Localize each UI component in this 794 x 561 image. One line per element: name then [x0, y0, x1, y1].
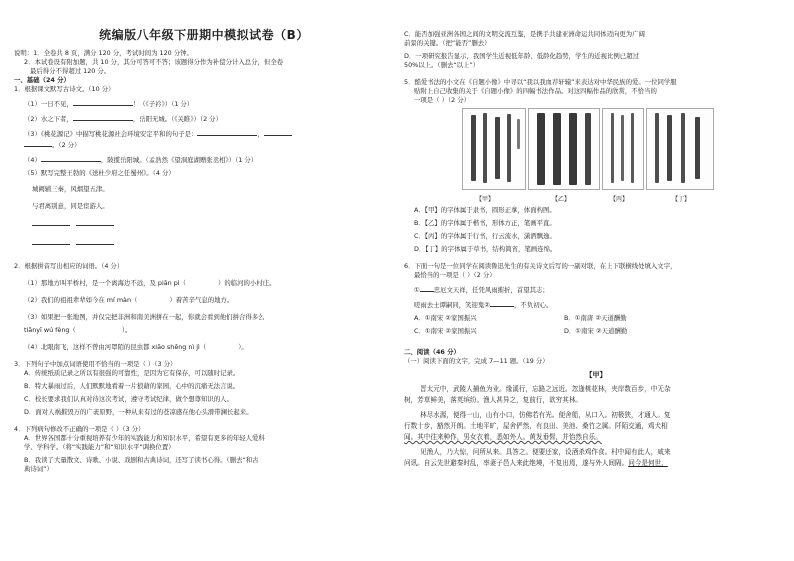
spacer [14, 271, 394, 279]
q1-item-text: （2）水之下者， [24, 115, 73, 123]
left-column [14, 0, 394, 561]
spacer [14, 288, 394, 296]
couplet-marker: ① [414, 286, 420, 294]
couplet-text: 嗟雨去士谭嗣同，笑迎鬼 [414, 301, 485, 309]
q1-item-text: ，陂揽岳阳城。（孟浩然《望洞庭湖赠张丞相》）（1 分） [100, 156, 258, 164]
q4-title: 4．下列病句修改不正确的一项是（ ）（3 分） [14, 424, 145, 433]
spacer [404, 254, 788, 262]
q1-item [14, 154, 394, 165]
q6-option[interactable]: A．①南宋 ②家国振兴 [414, 314, 477, 322]
couplet-line-2 [404, 299, 788, 310]
spacer [14, 417, 394, 425]
passage-line [404, 458, 788, 469]
answer-blank[interactable] [490, 299, 514, 307]
q6-option[interactable]: C．①南宋 ②家国振兴 [414, 327, 477, 335]
q1-item-text: （4） [24, 156, 41, 164]
q2-title: 2．根据拼音写出相应的词语。（4 分） [14, 261, 124, 270]
q4-option: 50%以上。（删去“以上”） [404, 61, 480, 69]
q1-item [14, 98, 394, 109]
q6-option[interactable]: D．①南宋 ②天道酬勤 [564, 327, 628, 335]
answer-blank[interactable] [73, 113, 133, 121]
calligraphy-jia [462, 108, 526, 190]
passage-line: 树，芳草鲜美，落英缤纷。渔人甚异之，复前行，欲穷其林。 [404, 396, 583, 404]
spacer [14, 305, 394, 313]
page-title: 统编版八年级下册期中模拟试卷（B） [99, 28, 309, 42]
label-yi: 【乙】 [552, 196, 571, 203]
q5-option[interactable]: C．【丙】的字体属于行书，行云流水，潇洒飘逸。 [414, 232, 556, 240]
answer-blank[interactable] [24, 139, 52, 147]
right-column [404, 0, 788, 561]
calligraphy-images [462, 108, 712, 196]
label-ding: 【丁】 [672, 196, 691, 203]
poem-line: 与君离别意，同是宦游人。 [32, 201, 109, 210]
passage-text: 问讯。自云先世避秦时乱，率妻子邑人来此绝境，不复出焉，遂与外人间隔。 [404, 459, 629, 467]
calligraphy-labels [462, 198, 712, 206]
q1-item-text: （3）《桃花源记》中描写桃花源社会环境安定平和的句子是： [24, 130, 198, 138]
spacer [14, 254, 394, 262]
answer-blank[interactable] [41, 154, 101, 162]
couplet-line-1 [404, 284, 788, 295]
answer-blank[interactable] [73, 98, 133, 106]
q2-item-text: ）。 [121, 325, 132, 334]
q1-item [14, 128, 394, 139]
q2-item [14, 326, 394, 335]
note-line: 最后得分不得超过 120 分。 [30, 67, 111, 75]
couplet-text: ，不负初心。 [514, 301, 553, 309]
section-heading-basics: 一、基础（24 分） [14, 76, 70, 84]
q1-item-text: ， [257, 130, 264, 138]
q2-item-text: tiānyī wú fèng（ [24, 325, 76, 334]
answer-blank[interactable] [32, 236, 70, 245]
q2-item-text: （4）北眼南飞，这样不曾由河罩陌的昆虫都 xiāo shēng nì jì（ [24, 342, 207, 351]
q4-option[interactable]: D．一项研究报告显示，我国学生近视低年龄、低龄化趋势，学生的近视比例已超过 [404, 52, 639, 60]
answer-blank[interactable] [197, 128, 257, 136]
spacer [404, 336, 788, 344]
calligraphy-bing [602, 108, 644, 190]
spacer [14, 352, 394, 360]
q2-item-text: （2）我们的祖祖辈辈如今在 mí màn（ [24, 295, 138, 304]
passage-line [404, 432, 788, 443]
q5-title: 贴附上自己收集的关于《自题小像》的四幅书法作品。对这四幅作品的欣赏，不恰当的 [414, 87, 657, 95]
q4-option: 前景的关键。（把“能否”删去） [404, 39, 491, 47]
spacer [404, 70, 788, 78]
q2-item-text: ）着苦辛气息的地方。 [169, 295, 234, 304]
q2-item [14, 343, 394, 352]
q2-item-text: （1）那地方叫平桥村，是一个离海边不远，及 piān pì（ [24, 278, 186, 287]
answer-blank[interactable] [76, 236, 114, 245]
reading-subheading: （一）阅读下面的文字，完成 7—11 题。（19 分） [404, 357, 549, 365]
answer-blank[interactable] [264, 128, 292, 136]
note-line: 说明：1．全卷共 8 页，满分 120 分，考试时间为 120 分钟。 [14, 49, 193, 57]
poem-blanks [14, 217, 394, 229]
label-jia: 【甲】 [476, 196, 495, 203]
q3-option[interactable]: A．传统纸质记录之所以有很强的可靠性，是因为它有保存，可以随时记录。 [24, 368, 240, 377]
q3-option[interactable]: C．校长要求我们认真对待这次考试，遵守考试纪律，做个想尊知识的人。 [24, 394, 233, 403]
q4-option: 学、学科学。（将“实践能力”和“知识水平”调换位置） [24, 442, 175, 451]
q5-option[interactable]: A．【甲】的字体属于隶书，圆形正拿，体面构图。 [414, 206, 556, 214]
answer-blank[interactable] [76, 217, 114, 226]
passage-underlined: 问今是何世， [628, 459, 668, 467]
q6-option[interactable]: B．①南唐 ②天道酬勤 [564, 314, 627, 322]
q5-title: 5．酷爱书法的小文在《自题小像》中寻以“我以我血荐轩辕”来表达对中华民族的爱。一位同学服 [404, 78, 677, 86]
calligraphy-ding [646, 108, 714, 190]
q1-item-text: ！（《子衿》）（1 分） [132, 100, 194, 108]
q4-option[interactable]: C．能否加强亚洲各国之间的文明交流互鉴，是携手共建亚洲命运共同体迈向更为广阔 [404, 30, 645, 38]
q1-item-text: 。（2 分） [52, 141, 81, 149]
q4-option[interactable]: A．世界各国都十分重视培养有少年的实践能力和知识水平，希望有更多的年轻人爱科 [24, 433, 265, 442]
poem-line: 城阙辅三秦，风烟望五津。 [32, 185, 109, 194]
couplet-marker: ② [484, 301, 491, 309]
q3-option[interactable]: D．面对人祸摧毁万的广袤原野，一种从来有过的苍凉感在他心头滑带澜长起来。 [24, 407, 253, 416]
passage-line: 林尽水源，便得一山，山有小口，仿佛若有光。便舍船，从口入。初极狭，才通人。复 [420, 411, 671, 419]
answer-blank[interactable] [420, 284, 434, 292]
answer-blank[interactable] [32, 217, 70, 226]
q2-item-text: ）。 [238, 342, 248, 351]
q1-item [14, 139, 394, 150]
q6-title: 6．下面一句是一位同学在阅读鲁迅先生的有关诗文后写的一副对联，在上下联横线处填入文字， [404, 262, 677, 270]
q4-option[interactable]: B．我读了大量散文、诗歌、小说、戏剧和古典诗词，还写了读书心得。（删去“和古 [24, 455, 259, 464]
passage-line: 见渔人，乃大惊，问所从来。具答之。便要还家，设酒杀鸡作食。村中闻有此人，咸来 [420, 448, 671, 456]
passage-line: 晋太元中，武陵人捕鱼为业。缘溪行，忘路之远近。忽逢桃花林，夹岸数百步，中无杂 [420, 385, 671, 393]
q1-title: 1．根据课文默写古诗文。（10 分） [14, 85, 115, 93]
passage-line: 行数十步，豁然开朗。土地平旷，屋舍俨然，有良田、美池、桑竹之属。阡陌交通，鸡犬相 [404, 422, 668, 430]
q6-options-row [404, 314, 788, 323]
section-heading-reading: 二、阅读（46 分） [404, 348, 460, 356]
q2-item [14, 296, 394, 305]
q5-option[interactable]: B．【乙】的字体属于楷书，形体方正，笔画平直。 [414, 219, 556, 227]
q3-title: 3．下列句子中加点词语使用不恰当的一项是（ ）（3 分） [14, 359, 177, 368]
q1-item: （5）默写完整王勃的《送杜少府之任蜀州》。（4 分） [24, 169, 175, 177]
spacer [404, 0, 788, 30]
poem-blanks [14, 236, 394, 248]
passage-label: 【甲】 [585, 371, 607, 379]
label-bing: 【丙】 [610, 196, 629, 203]
spacer [14, 335, 394, 343]
q4-option: 典诗词”） [24, 464, 53, 473]
q1-item-text: ，岳阳无城。（《关睢》）（2 分） [132, 115, 222, 123]
q2-item [14, 279, 394, 288]
q5-option[interactable]: D．【丁】的字体属于草书，结构简省，笔画连绵。 [414, 245, 557, 253]
q2-item-text: ）的临河的小村庄。 [217, 278, 276, 287]
q6-title: 最恰当的一项是（ ）（2 分） [414, 271, 496, 279]
passage-underlined: 闻。其中往来种作，男女衣着，悉如外人。黄发垂髫，并怡然自乐。 [404, 433, 602, 441]
q6-options-row [404, 327, 788, 336]
couplet-text: 忠厄文天祥，任凭风雨摧折，首望其志； [433, 286, 549, 294]
note-line: 2．本试卷设有附加题，共 10 分，其分可答可不答；该题得分作为补偿分计入总分，但全卷 [24, 58, 284, 66]
calligraphy-yi [528, 108, 600, 190]
q5-title: 一项是（ ）（2 分） [414, 96, 471, 104]
q1-item-text: （1）一日不见， [24, 100, 73, 108]
q2-item: （3）如果把一张地图，并仅完把非洲和南美洲拼在一起，你就会看到他们拼合得多么 [24, 312, 265, 321]
q3-option[interactable]: B．特大暴雨过后，人们默默地看着一片狼藉的家园，心中的沉痛无法言说。 [24, 381, 240, 390]
q1-item [14, 113, 394, 124]
